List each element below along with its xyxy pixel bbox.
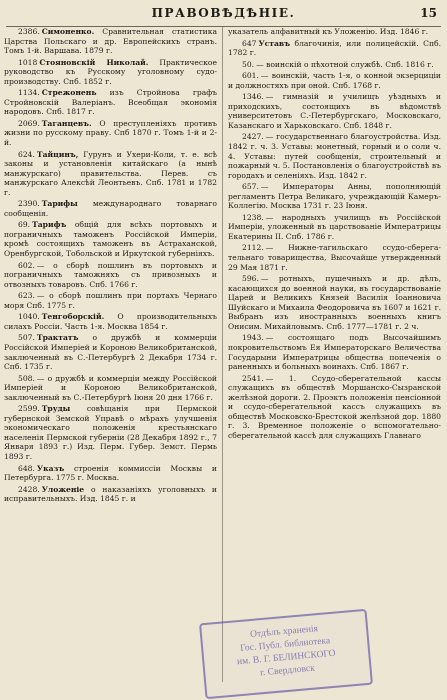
entry-text: — народныхъ училищъ въ Россійской Имперіи, уложенный въ царствованіе Императрицы Екатерины II. Спб. 1786 г.: [228, 212, 441, 241]
entry-number: 2069.: [18, 118, 40, 128]
entry-number: 2599.: [18, 404, 40, 414]
entry-number: 648.: [18, 463, 35, 473]
entry-heading: Тарифы: [41, 199, 78, 209]
entry-text: — Нижне-тагильскаго ссудо-сберегательнаго товарищества, Высочайше утвержденный 29 Мая 1871 г.: [228, 243, 441, 272]
entry-number: 508.: [18, 373, 35, 383]
entry-heading: Труды: [41, 404, 71, 414]
entry-heading: Трактатъ: [36, 333, 79, 343]
catalog-entry: [228, 182, 441, 211]
catalog-entry: [4, 119, 217, 148]
entry-text: указатель алфавитный къ Уложенію. Изд. 1846 г.: [228, 27, 429, 36]
entry-heading: Указъ: [36, 463, 65, 473]
entry-number: 507.: [18, 333, 35, 343]
catalog-entry: [4, 291, 217, 310]
column-divider: [222, 27, 223, 682]
catalog-entry: [228, 374, 441, 441]
stamp-line: им. В. Г. БЕЛИНСКОГО: [236, 648, 337, 668]
entry-number: 601.: [242, 71, 259, 81]
catalog-entry: [4, 485, 217, 504]
entry-number: 1346.: [242, 92, 264, 102]
catalog-entry: [228, 71, 441, 90]
entry-text: О преступленіяхъ противъ жизни по русскому праву. Спб 1870 г. Томъ 1-й и 2-й.: [4, 118, 217, 148]
entry-text: общій для всѣхъ портовыхъ и пограничныхъ таможенъ Россійской Имперіи, кромѣ состоящихъ таможенъ въ Астраханской, Оренбургской, Тобольской и Иркутской губерніяхъ.: [4, 220, 217, 259]
catalog-entry: [228, 213, 441, 242]
entry-number: 2541.: [242, 373, 264, 383]
entry-text: — о сборѣ пошлинъ при портахъ Чернаго моря Спб. 1775 г.: [4, 291, 217, 310]
entry-heading: Стрежонень: [41, 88, 97, 98]
catalog-entry: [228, 39, 441, 58]
entry-text: — Императоры Анны, пополняющій регламентъ Петра Великаго, учреждающій Камеръ-Коллегію. Москва 1731 г. 23 Іюня.: [228, 182, 441, 211]
entry-number: 647: [242, 38, 257, 48]
catalog-entry: [228, 132, 441, 180]
entry-text: — о сборѣ пошлинъ въ портовыхъ и пограничныхъ таможняхъ съ привозныхъ и отвозныхъ товаровъ. Спб. 1766 г.: [4, 260, 217, 289]
page-number: 15: [420, 6, 437, 20]
entry-text: — ротныхъ, пушечныхъ и др. дѣлъ, касающихся до военной науки, въ государствованіе Царей и Великихъ Князей Василія Іоанновича Шуйскаго и Михаила Феодоровича въ 1607 и 1621 г. Выбранъ изъ иностранныхъ военныхъ книгъ Онисим. Михайловымъ. Спб. 1777—1781 г. 2 ч.: [228, 274, 441, 331]
catalog-entry: [4, 261, 217, 290]
entry-heading: Тарифъ: [32, 220, 67, 230]
catalog-entry: [228, 243, 441, 272]
entry-number: 69.: [18, 220, 31, 230]
entry-text: о наказаніяхъ уголовныхъ и исправительныхъ. Изд. 1845 г. и: [4, 484, 217, 504]
entry-number: 2112.: [242, 243, 264, 253]
entry-number: 1040.: [18, 312, 40, 322]
catalog-entry: [228, 60, 441, 70]
catalog-entry: [4, 464, 217, 483]
entry-text: — состоящаго подъ Высочайшимъ покровительствомъ Ея Императорскаго Величества Государыни Императрицы общества попеченія о раненныхъ и больныхъ воинахъ. Спб. 1867 г.: [228, 333, 441, 372]
catalog-entry: [4, 404, 217, 461]
entry-heading: Тайцинъ,: [36, 149, 79, 159]
entry-heading: Уложеніе: [41, 484, 85, 494]
entry-text: Сравнительная статистика Царства Польскаго и др. Европейскихъ странъ. Томъ 1-й. Варшава. 1879 г.: [4, 27, 217, 56]
entry-text: — о дружбѣ и коммерціи между Россійской Имперіей и Короною Великобританской, заключенный въ С.-Петербургѣ Іюня 20 дня 1766 г.: [4, 373, 217, 402]
entry-number: 2428.: [18, 484, 40, 494]
entry-text: — воинскій о пѣхотной службѣ. Спб. 1816 г.: [256, 59, 434, 69]
entry-number: 50.: [242, 59, 255, 69]
entry-heading: Стояновскій Николай.: [39, 57, 149, 67]
entry-number: 2386.: [18, 27, 40, 36]
left-column: [4, 27, 217, 700]
catalog-entry: [228, 274, 441, 331]
catalog-entry: [4, 150, 217, 198]
entry-number: 596.: [242, 274, 259, 284]
entry-text: благочинія, или полицейскій. Спб. 1782 г.: [228, 38, 441, 58]
catalog-entry: [4, 333, 217, 371]
catalog-entry: [4, 220, 217, 258]
catalog-entry: [4, 374, 217, 403]
catalog-entry: [228, 27, 441, 37]
catalog-entry: [4, 199, 217, 218]
entry-text: строенія коммиссіи Москвы и Петербурга. 1775 г. Москва.: [4, 463, 217, 483]
entry-heading: Уставъ: [258, 38, 291, 48]
entry-number: 1134.: [18, 88, 40, 98]
entry-heading: Симоненко.: [41, 27, 95, 36]
catalog-entry: [4, 58, 217, 87]
entry-text: О производительныхъ силахъ Россіи. Часть 1-я. Москва 1854 г.: [4, 312, 217, 331]
stamp-line: Гос. Публ. библиотека: [239, 636, 331, 654]
entry-heading: Таганцевъ.: [41, 118, 92, 128]
catalog-entry: [228, 92, 441, 130]
stamp-line: г. Свердловск: [259, 663, 316, 679]
entry-text: — государственнаго благоустройства. Изд. 1842 г. ч. 3. Уставы: монетный, горный и о соли ч. 4. Уставы: путей сообщенія, строительный и пожарный ч. 5. Постановленія о благоустройствѣ въ городахъ и селеніяхъ. Изд. 1842 г.: [228, 132, 441, 180]
entry-number: 1943.: [242, 333, 264, 343]
catalog-entry: [4, 27, 217, 56]
entry-heading: Тенгоборскій.: [41, 312, 105, 322]
entry-number: 2390.: [18, 199, 40, 209]
entry-text: изъ Стройнова графъ Стройновскій Валеріанъ. Всеобщая экономія народовъ. Спб. 1817 г.: [4, 88, 217, 117]
page-title: ПРАВОВѢДѢНІЕ.: [151, 6, 296, 20]
entry-number: 657.: [242, 182, 259, 192]
entry-number: 623.: [18, 291, 35, 301]
running-header: [6, 4, 441, 27]
entry-text: международнаго товарнаго сообщенія.: [4, 199, 217, 218]
entry-text: — гимназій и училищъ уѣздныхъ и приходскихъ, состоящихъ въ вѣдомствѣ университетовъ С.-Петербургскаго, Московскаго, Казанскаго и Харьковскаго. Спб. 1848 г.: [228, 92, 441, 130]
right-column: [228, 27, 441, 700]
entry-text: Гурунъ и Ухери-Коли, т. е. всѣ законы и установленія китайскаго (а нынѣ манжурскаго) правительства. Перев. съ манжурскаго Алексѣй Леонтьевъ. Спб. 1781 и 1782 г.: [4, 149, 217, 197]
catalog-entry: [228, 333, 441, 371]
entry-text: о дружбѣ и коммерціи Россійской Имперіей и Короною Великобританской, заключенный въ С.-Петербургѣ 2 Декабря 1734 г. Спб. 1735 г.: [4, 333, 217, 372]
entry-number: 1018: [18, 57, 38, 67]
library-stamp: [199, 609, 373, 699]
entry-number: 624.: [18, 149, 35, 159]
stamp-line: Отдѣлъ храненія: [249, 624, 319, 641]
entry-number: 602.: [18, 260, 35, 270]
catalog-entry: [4, 312, 217, 331]
entry-number: 1238.: [242, 212, 264, 222]
entry-text: совѣщанія при Пермской губернской Земской Управѣ о мѣрахъ улучшенія экономическаго положенія крестьянскаго населенія Пермской губерніи (28 Декабря 1892 г., 7 Января 1893 г.) Изд. Перм. Губер. Земст. Пермь 1893 г.: [4, 404, 217, 461]
entry-text: — 1. Ссудо-сберегательной кассы служащихъ въ обществѣ Моршанско-Сызранской желѣзной дороги. 2. Проэктъ положенія пенсіонной и ссудо-сберегательной кассъ служащихъ въ обществѣ Московско-Брестской желѣзной дор. 1880 г. 3. Временное положеніе о вспомогательно-сберегательной кассѣ для служащихъ Главнаго: [228, 373, 441, 440]
entry-text: Практическое руководство къ Русскому уголовному судопроизводству. Спб. 1852 г.: [4, 57, 217, 86]
catalog-entry: [4, 88, 217, 117]
entry-text: — воинскій, часть 1-я, о конной экзерциціи и должностяхъ при оной. Спб. 1768 г.: [228, 71, 441, 90]
entry-number: 2427.: [242, 132, 264, 142]
